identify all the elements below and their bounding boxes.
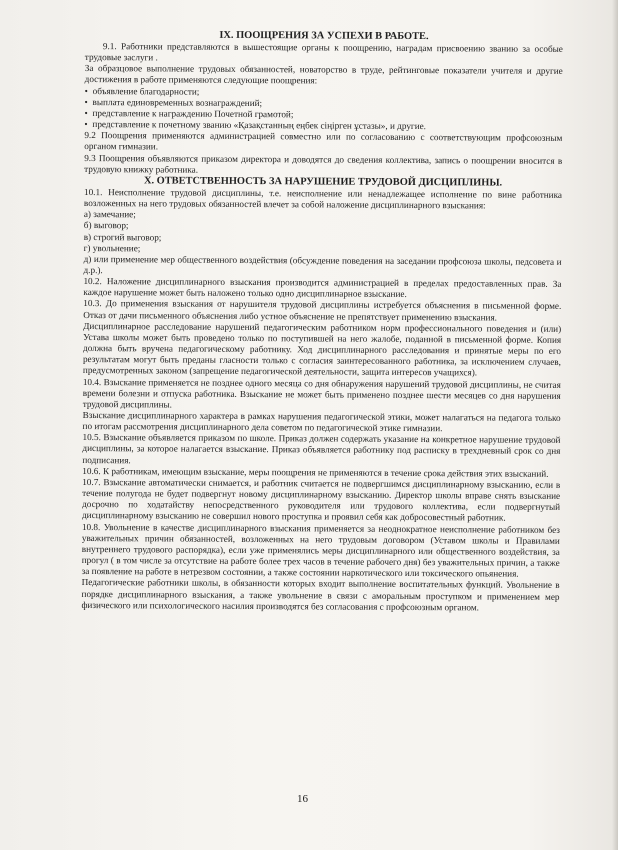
list-item: а) замечание; <box>83 209 136 220</box>
paragraph-10-4: 10.4. Взыскание применяется не позднее одного месяца со дня обнаружения нарушений трудовой дисциплины, не считая времени болезни и отпуска работника. Взыскание не может быть применено позднее шести месяцев со дня нарушения трудовой дисциплины. <box>82 376 561 410</box>
bullet-icon: • <box>84 96 88 107</box>
page-number: 16 <box>297 793 308 805</box>
paragraph-9-intro: За образцовое выполнение трудовых обязанностей, новаторство в труде, рейтинговые показатели учителя и другие достижения в работе применяются следующие поощрения: <box>84 63 563 86</box>
page-edge-shadow <box>612 0 618 850</box>
section-10-heading: X. ОТВЕТСТВЕННОСТЬ ЗА НАРУШЕНИЕ ТРУДОВОЙ ДИСЦИПЛИНЫ. <box>143 175 503 189</box>
bullet-icon: • <box>84 107 88 118</box>
paragraph-9-1: 9.1. Работники представляются в вышестоящие органы к поощрению, наградам присвоению званию за особые трудовые заслуги . <box>84 41 563 63</box>
section-9-heading: IX. ПООЩРЕНИЯ ЗА УСПЕХИ В РАБОТЕ. <box>219 29 429 43</box>
list-item: в) строгий выговор; <box>83 231 162 242</box>
list-item: б) выговор; <box>83 220 129 231</box>
paragraph-10-2: 10.2. Наложение дисциплинарного взыскания производится администрацией в пределах предоставленных прав. За каждое нарушение может быть наложено только одно дисциплинарное взыскание. <box>83 276 562 300</box>
paragraph-9-3: 9.3 Поощрения объявляются приказом директора и доводятся до сведения коллектива, запись о поощрении вносится в трудовую книжку работника. <box>84 152 563 175</box>
paragraph-10-6: 10.6. К работникам, имеющим взыскание, меры поощрения не применяются в течение срока действия этих взысканий. <box>82 465 549 479</box>
bullet-text: представление к почетному званию «Қазақстанның еңбек сіңірген ұстазы», и другие. <box>92 119 427 132</box>
paragraph-10-5: 10.5. Взыскание объявляется приказом по школе. Приказ должен содержать указание на конкретное нарушение трудовой дисциплины, за которое налагается взыскание. Приказ объявляется работнику под расписку в трехдневный срок со дня подписания. <box>82 432 561 465</box>
paragraph-10-7: 10.7. Взыскание автоматически снимается, и работник считается не подвергшимся дисциплинарному взысканию, если в течение полугода не будет подвергнут новому дисциплинарному взысканию. Директор школы вправе снять взыскание досрочно по ходатайству непосредственного руководителя или трудового коллектива, если подвергнутый дисциплинарному взысканию не совершил нового проступка и проявил себя как добросовестный работник. <box>81 476 561 523</box>
paragraph-10-1: 10.1. Неисполнение трудовой дисциплины, т.е. неисполнение или ненадлежащее исполнение по вине работника возложенных на него трудовых обязанностей влечет за собой наложение дисциплинарного взыскания: <box>83 186 563 211</box>
paragraph-10-8: 10.8. Увольнение в качестве дисциплинарного взыскания применяется за неоднократное неисполнение работником без уважительных причин обязанностей, возложенных на него трудовым договором (Уставом школы и Правилами внутреннего трудового распорядка), если уже применялись меры дисциплинарного или общественного воздействия, за прогул ( в том числе за отсутствие на работе более трех часов в течение рабочего дня) без уважительных причин, а также за появление на работе в нетрезвом состоянии, а также состоянии наркотического или токсического опьянения. <box>81 521 560 579</box>
bullet-icon: • <box>84 119 88 130</box>
bullet-text: представление к награждению Почетной грамотой; <box>92 107 294 120</box>
paragraph-ethics: Взыскание дисциплинарного характера в рамках нарушения педагогической этики, может налагаться на педагога только по итогам рассмотрения дисциплинарного дела советом по педагогической этике гимназии. <box>82 409 561 434</box>
paragraph-teachers: Педагогические работники школы, в обязанности которых входит выполнение воспитательных функций. Увольнение в порядке дисциплинарного взыскания, а также увольнение в связи с аморальным проступком и применением мер физического или психологического насилия производятся без согласования с профсоюзным органом. <box>81 577 560 613</box>
bullet-text: выплата единовременных вознаграждений; <box>92 96 263 108</box>
list-item: д) или применение мер общественного воздействия (обсуждение поведения на заседании профсоюза школы, педсовета и д.р.). <box>83 253 562 276</box>
list-item: г) увольнение; <box>83 242 141 253</box>
paragraph-9-2: 9.2 Поощрения применяются администрацией совместно или по согласованию с соответствующим профсоюзным органом гимназии. <box>84 130 563 152</box>
bullet-text: объявление благодарности; <box>92 85 200 97</box>
paragraph-investigation: Дисциплинарное расследование нарушений педагогическим работником норм профессионального поведения и (или) Устава школы может быть проведено только по поступившей на него жалобе, поданной в письменной форме. Копия должна быть вручена педагогическому работнику. Ход дисциплинарного расследования и принятые меры по его результатам могут быть преданы гласности только с согласия заинтересованного работника, за исключением случаев, предусмотренных законом (запрещение педагогической деятельности, защита интересов учащихся). <box>82 320 562 378</box>
bullet-icon: • <box>84 85 88 96</box>
paragraph-10-3: 10.3. До применения взыскания от нарушителя трудовой дисциплины истребуется объяснения в письменной форме. Отказ от дачи письменного объяснения либо устное объяснение не препятствует применению взыскания. <box>83 298 562 323</box>
document-body <box>81 29 563 614</box>
